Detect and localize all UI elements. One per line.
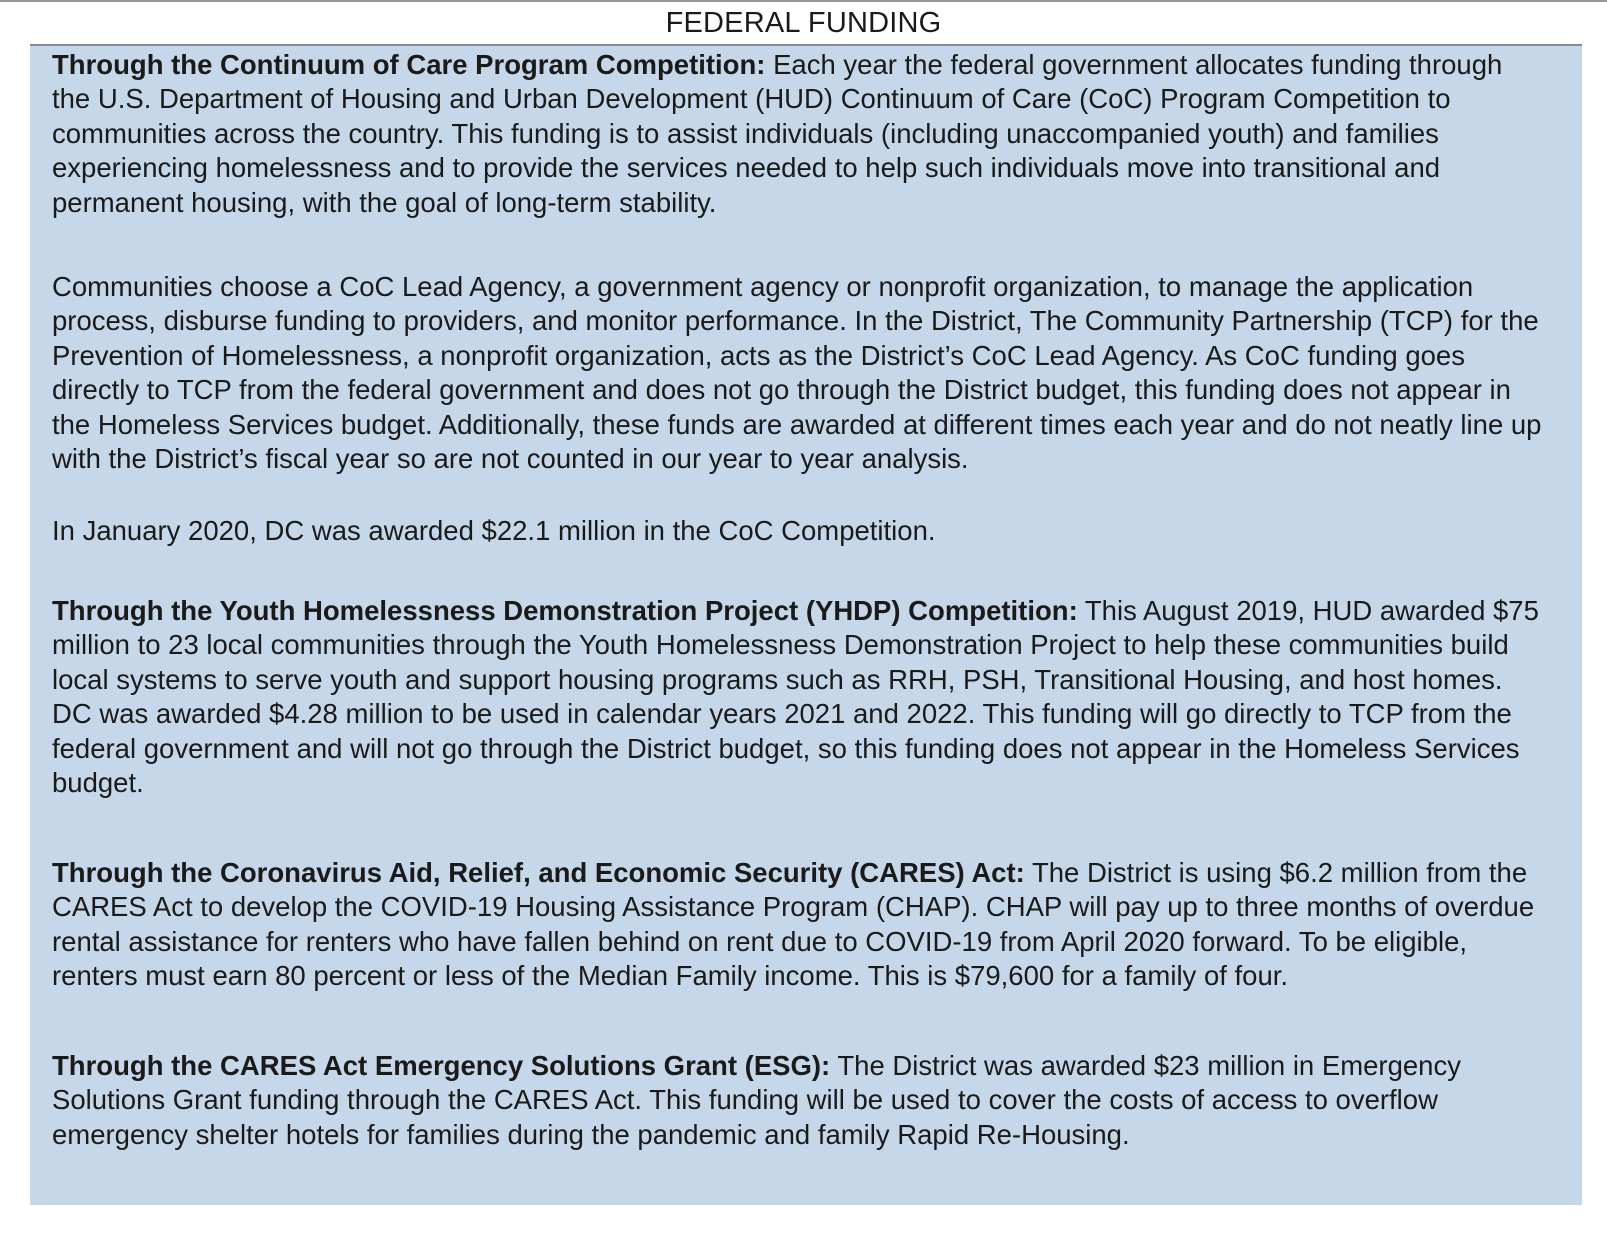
section-heading: Through the CARES Act Emergency Solutions Grant (ESG): xyxy=(52,1050,831,1081)
page-title: FEDERAL FUNDING xyxy=(665,7,942,39)
section-body: Communities choose a CoC Lead Agency, a government agency or nonprofit organization, to manage the application process, disburse funding to providers, and monitor performance. In the District, The Community Partnership (TCP) for the Prevention of Homelessness, a nonprofit organization, acts as the District’s CoC Lead Agency. As CoC funding goes directly to TCP from the federal government and does not go through the District budget, this funding does not appear in the Homeless Services budget. Additionally, these funds are awarded at different times each year and do not neatly line up with the District’s fiscal year so are not counted in our year to year analysis. xyxy=(52,271,1542,475)
section-coc-competition xyxy=(52,48,1542,220)
section-body: Each year the federal government allocates funding through the U.S. Department of Housing and Urban Development (HUD) Continuum of Care (CoC) Program Competition to communities across the country. This funding is to assist individuals (including unaccompanied youth) and families experiencing homelessness and to provide the services needed to help such individuals move into transitional and permanent housing, with the goal of long-term stability. xyxy=(52,49,1503,218)
section-cares-esg xyxy=(52,1049,1542,1152)
content-panel xyxy=(30,44,1582,1205)
section-heading: Through the Youth Homelessness Demonstration Project (YHDP) Competition: xyxy=(52,595,1078,626)
section-heading: Through the Continuum of Care Program Competition: xyxy=(52,49,766,80)
section-body: The District is using $6.2 million from the CARES Act to develop the COVID-19 Housing Assistance Program (CHAP). CHAP will pay up to three months of overdue rental assistance for renters who have fallen behind on rent due to COVID-19 from April 2020 forward. To be eligible, renters must earn 80 percent or less of the Median Family income. This is $79,600 for a family of four. xyxy=(52,857,1535,992)
section-body: In January 2020, DC was awarded $22.1 million in the CoC Competition. xyxy=(52,515,936,546)
section-body: This August 2019, HUD awarded $75 million to 23 local communities through the Youth Homelessness Demonstration Project to help these communities build local systems to serve youth and support housing programs such as RRH, PSH, Transitional Housing, and host homes. DC was awarded $4.28 million to be used in calendar years 2021 and 2022. This funding will go directly to TCP from the federal government and will not go through the District budget, so this funding does not appear in the Homeless Services budget. xyxy=(52,595,1539,799)
section-coc-lead-agency xyxy=(52,270,1542,476)
section-body: The District was awarded $23 million in Emergency Solutions Grant funding through the CARES Act. This funding will be used to cover the costs of access to overflow emergency shelter hotels for families during the pandemic and family Rapid Re-Housing. xyxy=(52,1050,1461,1150)
section-cares-act xyxy=(52,856,1542,994)
section-yhdp xyxy=(52,594,1542,800)
section-heading: Through the Coronavirus Aid, Relief, and Economic Security (CARES) Act: xyxy=(52,857,1025,888)
section-coc-award xyxy=(52,514,1542,548)
